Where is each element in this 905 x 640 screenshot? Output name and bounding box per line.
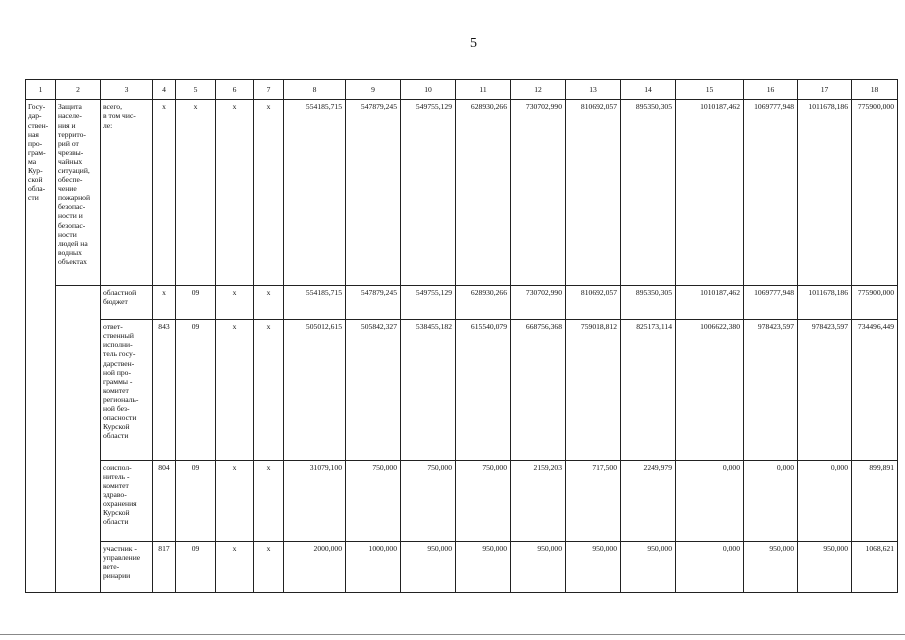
amount-cell: 775900,000 — [852, 285, 898, 320]
header-cell: 11 — [456, 80, 511, 100]
amount-cell: 950,000 — [456, 542, 511, 593]
program-type-cell: Госу- дар- ствен- ная про- грам- ма Кур- ской обла- сти — [26, 100, 56, 593]
amount-cell: 1069777,948 — [744, 100, 798, 285]
amount-cell: 1010187,462 — [676, 100, 744, 285]
code-cell: x — [254, 285, 284, 320]
header-row — [26, 80, 898, 100]
amount-cell: 2000,000 — [284, 542, 346, 593]
code-cell: 843 — [153, 320, 176, 460]
amount-cell: 775900,000 — [852, 100, 898, 285]
amount-cell: 2159,203 — [511, 460, 566, 541]
table-row — [26, 285, 898, 320]
header-cell: 3 — [101, 80, 153, 100]
code-cell: x — [153, 285, 176, 320]
amount-cell: 628930,266 — [456, 100, 511, 285]
amount-cell: 950,000 — [566, 542, 621, 593]
code-cell: x — [254, 320, 284, 460]
amount-cell: 554185,715 — [284, 285, 346, 320]
amount-cell: 505842,327 — [346, 320, 401, 460]
amount-cell: 950,000 — [621, 542, 676, 593]
table-row — [26, 542, 898, 593]
amount-cell: 554185,715 — [284, 100, 346, 285]
amount-cell: 549755,129 — [401, 285, 456, 320]
code-cell: x — [176, 100, 216, 285]
code-cell: x — [216, 100, 254, 285]
header-cell: 18 — [852, 80, 898, 100]
header-cell: 14 — [621, 80, 676, 100]
code-cell: 09 — [176, 320, 216, 460]
amount-cell: 750,000 — [401, 460, 456, 541]
budget-table — [25, 79, 898, 593]
code-cell: x — [153, 100, 176, 285]
amount-cell: 1068,621 — [852, 542, 898, 593]
amount-cell: 730702,990 — [511, 100, 566, 285]
amount-cell: 810692,057 — [566, 100, 621, 285]
amount-cell: 950,000 — [798, 542, 852, 593]
amount-cell: 759018,812 — [566, 320, 621, 460]
header-cell: 15 — [676, 80, 744, 100]
amount-cell: 628930,266 — [456, 285, 511, 320]
funding-source-cell: участник - управление вете- ринарии — [101, 542, 153, 593]
amount-cell: 2249,979 — [621, 460, 676, 541]
amount-cell: 717,500 — [566, 460, 621, 541]
table-row — [26, 320, 898, 460]
amount-cell: 31079,100 — [284, 460, 346, 541]
program-name-cell-continued — [56, 285, 101, 592]
code-cell: x — [216, 542, 254, 593]
header-cell: 8 — [284, 80, 346, 100]
header-cell: 12 — [511, 80, 566, 100]
amount-cell: 1011678,186 — [798, 285, 852, 320]
amount-cell: 1011678,186 — [798, 100, 852, 285]
program-name-cell: Защита населе- ния и террито- рий от чрезвы- чайных ситуаций, обеспе- чение пожарной безопас- ности и безопас- ности людей на водных объектах — [56, 100, 101, 285]
header-cell: 2 — [56, 80, 101, 100]
amount-cell: 1006622,380 — [676, 320, 744, 460]
code-cell: x — [216, 460, 254, 541]
table-row — [26, 100, 898, 285]
code-cell: x — [254, 100, 284, 285]
code-cell: x — [254, 460, 284, 541]
amount-cell: 810692,057 — [566, 285, 621, 320]
amount-cell: 825173,114 — [621, 320, 676, 460]
amount-cell: 750,000 — [456, 460, 511, 541]
header-cell: 10 — [401, 80, 456, 100]
header-cell: 5 — [176, 80, 216, 100]
code-cell: 817 — [153, 542, 176, 593]
amount-cell: 750,000 — [346, 460, 401, 541]
code-cell: 09 — [176, 285, 216, 320]
code-cell: x — [216, 320, 254, 460]
header-cell: 9 — [346, 80, 401, 100]
page-bottom-edge — [0, 634, 905, 635]
amount-cell: 950,000 — [511, 542, 566, 593]
amount-cell: 505012,615 — [284, 320, 346, 460]
header-cell: 6 — [216, 80, 254, 100]
amount-cell: 978423,597 — [744, 320, 798, 460]
code-cell: x — [254, 542, 284, 593]
header-cell: 17 — [798, 80, 852, 100]
amount-cell: 978423,597 — [798, 320, 852, 460]
amount-cell: 899,891 — [852, 460, 898, 541]
amount-cell: 1010187,462 — [676, 285, 744, 320]
amount-cell: 668756,368 — [511, 320, 566, 460]
code-cell: x — [216, 285, 254, 320]
code-cell: 09 — [176, 460, 216, 541]
page-number: 5 — [470, 36, 477, 51]
amount-cell: 730702,990 — [511, 285, 566, 320]
header-cell: 4 — [153, 80, 176, 100]
amount-cell: 547879,245 — [346, 285, 401, 320]
amount-cell: 538455,182 — [401, 320, 456, 460]
amount-cell: 0,000 — [798, 460, 852, 541]
funding-source-cell: соиспол- нитель - комитет здраво- охранения Курской области — [101, 460, 153, 541]
amount-cell: 895350,305 — [621, 285, 676, 320]
funding-source-cell: ответ- ственный исполни- тель госу- дарствен- ной про- граммы - комитет региональ- ной без- опасности Курской области — [101, 320, 153, 460]
amount-cell: 734496,449 — [852, 320, 898, 460]
amount-cell: 547879,245 — [346, 100, 401, 285]
table-row — [26, 460, 898, 541]
amount-cell: 549755,129 — [401, 100, 456, 285]
header-cell: 16 — [744, 80, 798, 100]
amount-cell: 1000,000 — [346, 542, 401, 593]
amount-cell: 950,000 — [401, 542, 456, 593]
header-cell: 7 — [254, 80, 284, 100]
amount-cell: 0,000 — [744, 460, 798, 541]
code-cell: 804 — [153, 460, 176, 541]
amount-cell: 950,000 — [744, 542, 798, 593]
code-cell: 09 — [176, 542, 216, 593]
amount-cell: 0,000 — [676, 542, 744, 593]
funding-source-cell: областной бюджет — [101, 285, 153, 320]
header-cell: 1 — [26, 80, 56, 100]
amount-cell: 895350,305 — [621, 100, 676, 285]
header-cell: 13 — [566, 80, 621, 100]
amount-cell: 0,000 — [676, 460, 744, 541]
funding-source-cell: всего, в том чис- ле: — [101, 100, 153, 285]
amount-cell: 1069777,948 — [744, 285, 798, 320]
amount-cell: 615540,079 — [456, 320, 511, 460]
